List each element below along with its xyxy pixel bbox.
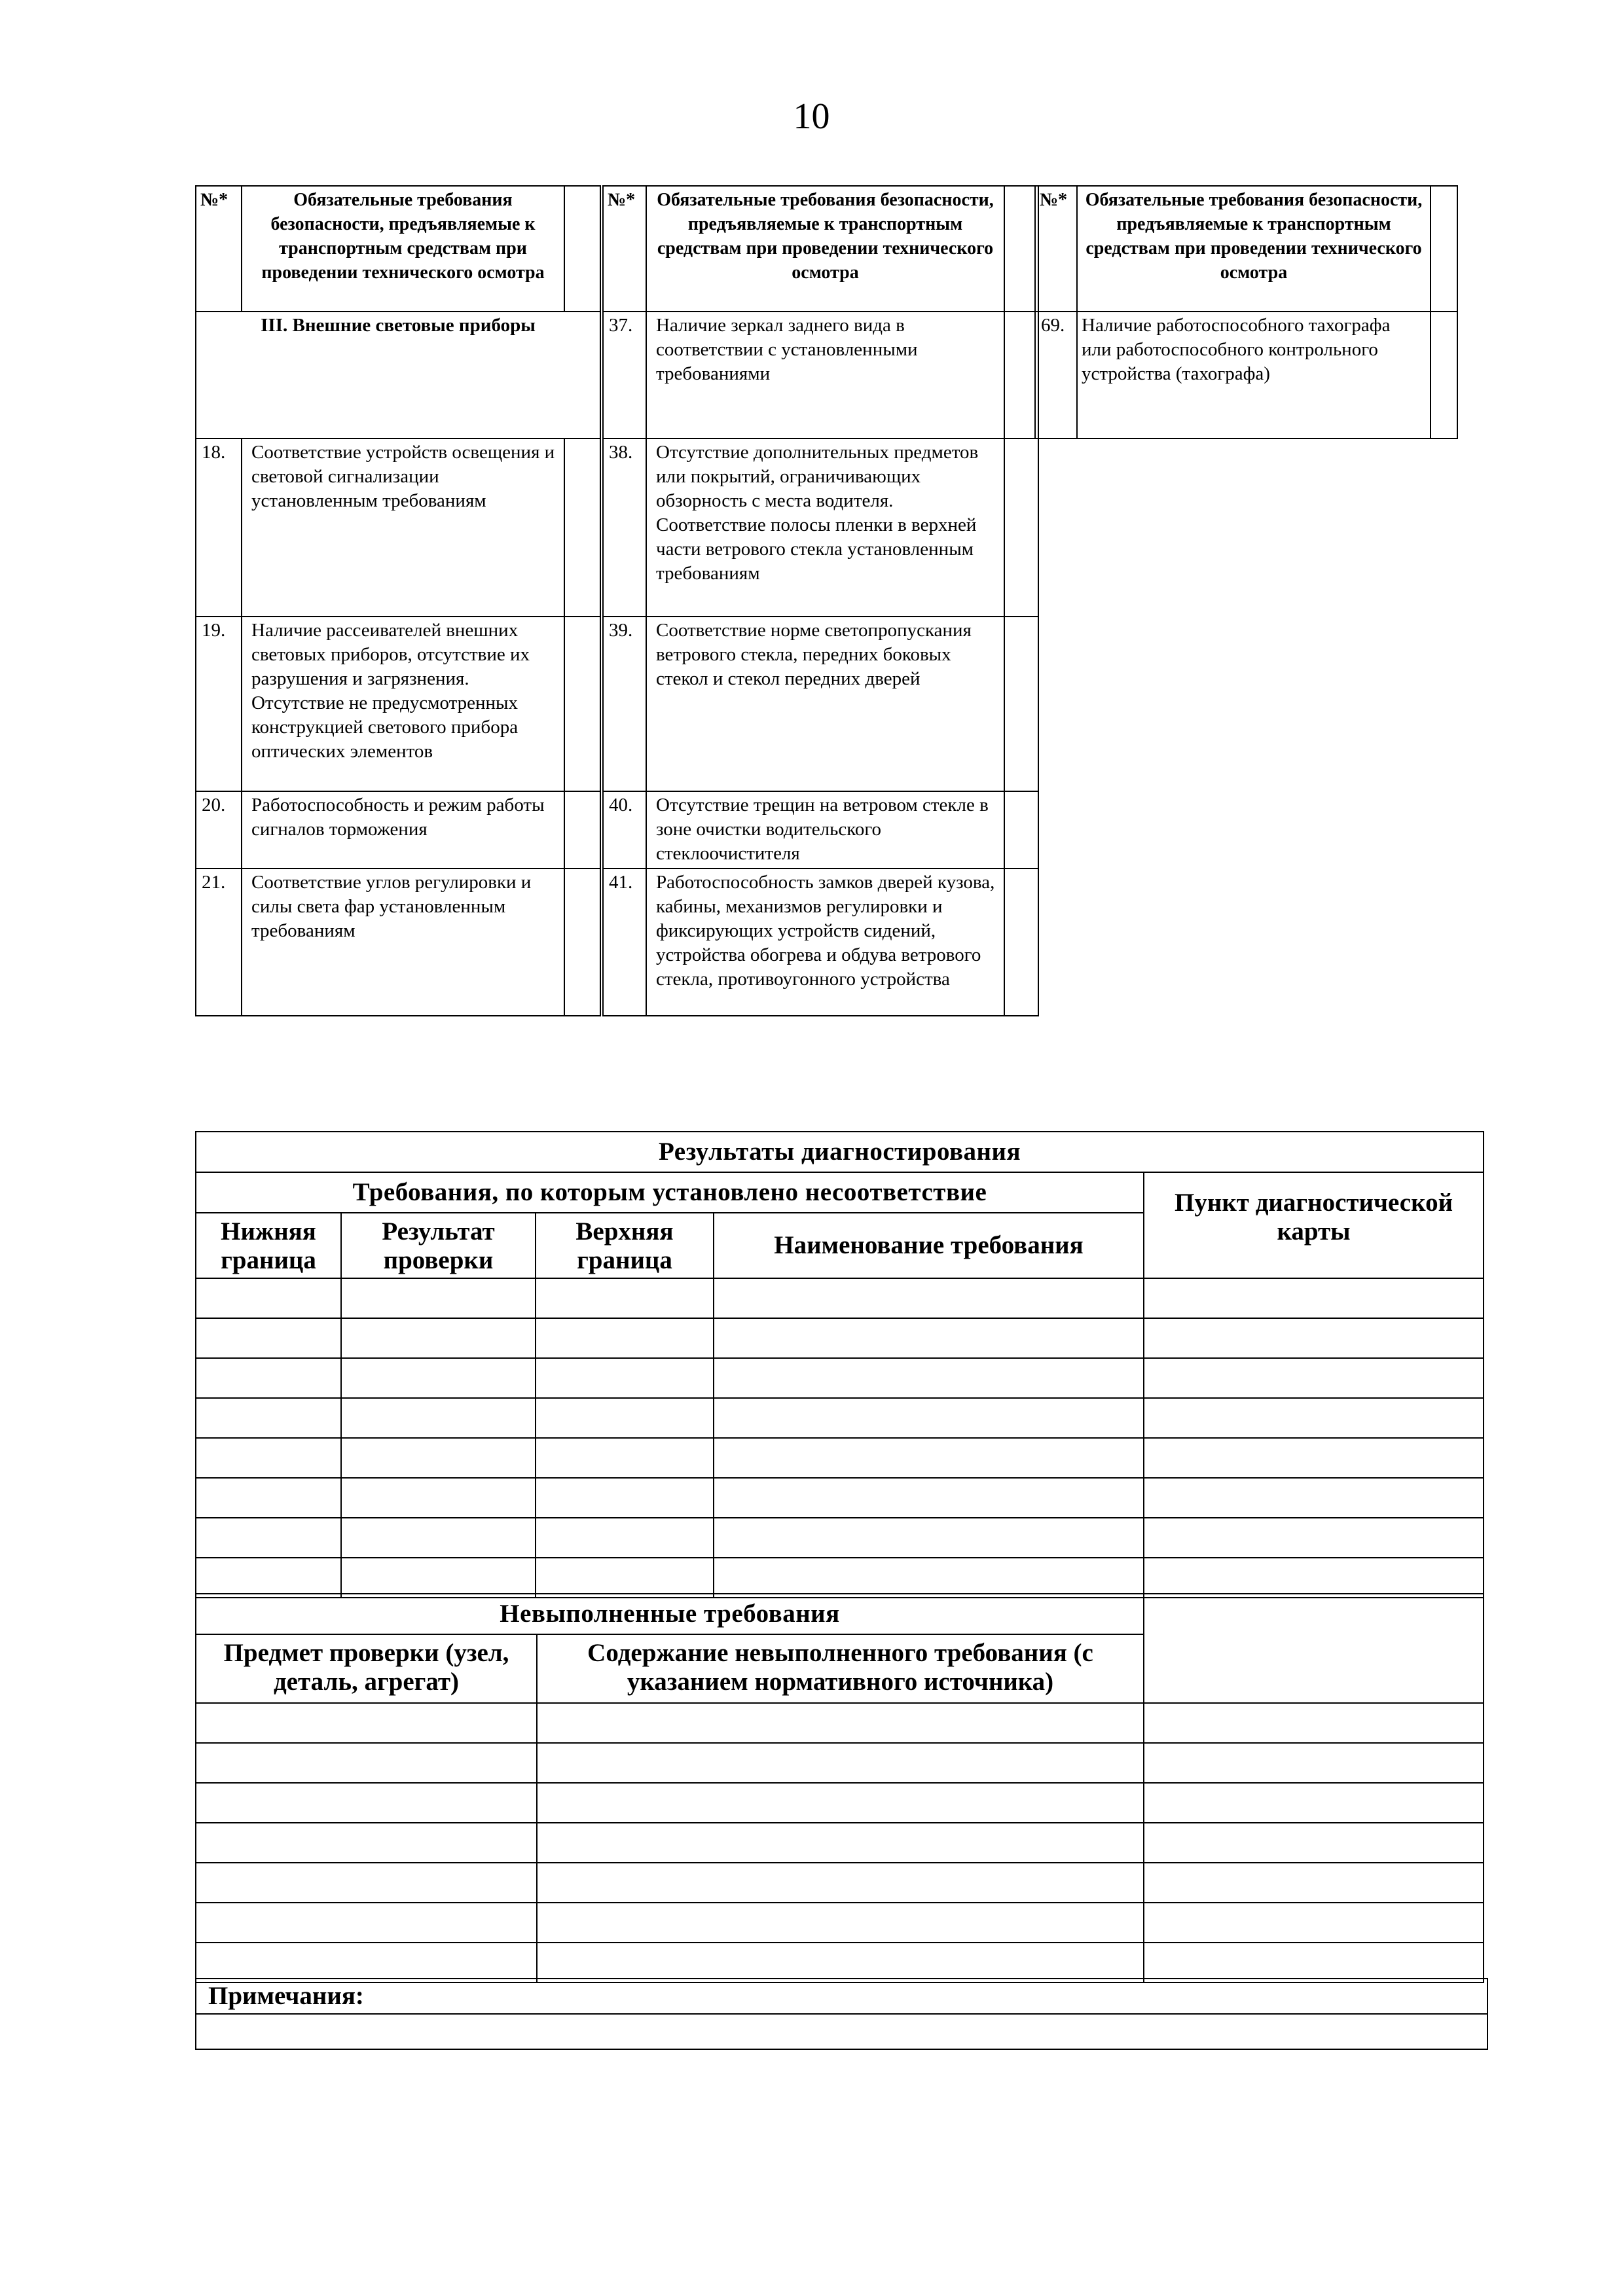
side-cell[interactable] xyxy=(1144,1943,1484,1982)
diagnostic-point-cell[interactable] xyxy=(1144,1558,1484,1598)
inspection-subject-cell[interactable] xyxy=(196,1903,537,1943)
lower-bound-header: Нижняя граница xyxy=(196,1213,341,1278)
requirement-text: Наличие работоспособного тахографа или работоспособного контрольного устройства (тахографа) xyxy=(1077,312,1431,439)
lower-bound-cell[interactable] xyxy=(196,1318,341,1358)
row-number: 38. xyxy=(603,439,646,617)
lower-bound-cell[interactable] xyxy=(196,1518,341,1558)
unfulfilled-content-cell[interactable] xyxy=(537,1863,1144,1903)
mark-cell[interactable] xyxy=(1004,617,1038,791)
requirement-text: Наличие зеркал заднего вида в соответствии с установленными требованиями xyxy=(646,312,1004,439)
upper-bound-cell[interactable] xyxy=(536,1438,714,1478)
notes-table xyxy=(195,1978,1488,2050)
number-column-header: №* xyxy=(196,186,242,312)
row-number: 18. xyxy=(196,439,242,617)
requirements-column-header: Обязательные требования безопасности, предъявляемые к транспортным средствам при проведении технического осмотра xyxy=(646,186,1004,312)
table-row xyxy=(196,1943,1484,1982)
unfulfilled-content-cell[interactable] xyxy=(537,1903,1144,1943)
upper-bound-cell[interactable] xyxy=(536,1398,714,1438)
checklist-table-3 xyxy=(1034,185,1458,439)
requirement-text: Отсутствие дополнительных предметов или покрытий, ограничивающих обзорность с места водителя. Соответствие полосы пленки в верхней части ветрового стекла установленным требованиям xyxy=(646,439,1004,617)
row-number: 19. xyxy=(196,617,242,791)
inspection-subject-cell[interactable] xyxy=(196,1783,537,1823)
lower-bound-cell[interactable] xyxy=(196,1278,341,1318)
inspection-subject-cell[interactable] xyxy=(196,1863,537,1903)
unfulfilled-content-cell[interactable] xyxy=(537,1743,1144,1783)
upper-bound-cell[interactable] xyxy=(536,1518,714,1558)
requirement-name-cell[interactable] xyxy=(714,1438,1144,1478)
mark-cell[interactable] xyxy=(564,791,600,869)
side-cell[interactable] xyxy=(1144,1863,1484,1903)
check-result-cell[interactable] xyxy=(341,1278,536,1318)
unfulfilled-content-cell[interactable] xyxy=(537,1703,1144,1743)
inspection-subject-cell[interactable] xyxy=(196,1943,537,1982)
requirement-name-cell[interactable] xyxy=(714,1318,1144,1358)
requirement-name-cell[interactable] xyxy=(714,1478,1144,1518)
mark-cell[interactable] xyxy=(1004,869,1038,1016)
upper-bound-header: Верхняя граница xyxy=(536,1213,714,1278)
checklist-table-2 xyxy=(602,185,1039,1016)
lower-bound-cell[interactable] xyxy=(196,1478,341,1518)
check-result-cell[interactable] xyxy=(341,1478,536,1518)
check-result-cell[interactable] xyxy=(341,1358,536,1398)
side-cell[interactable] xyxy=(1144,1743,1484,1783)
nonconformity-header: Требования, по которым установлено несоответствие xyxy=(196,1172,1144,1213)
unfulfilled-requirements-table xyxy=(195,1593,1484,1983)
inspection-subject-header: Предмет проверки (узел, деталь, агрегат) xyxy=(196,1634,537,1703)
row-number: 40. xyxy=(603,791,646,869)
row-number: 21. xyxy=(196,869,242,1016)
lower-bound-cell[interactable] xyxy=(196,1558,341,1598)
requirements-column-header: Обязательные требования безопасности, предъявляемые к транспортным средствам при проведении технического осмотра xyxy=(1077,186,1431,312)
table-row xyxy=(196,1903,1484,1943)
section-title: III. Внешние световые приборы xyxy=(196,312,600,439)
upper-bound-cell[interactable] xyxy=(536,1558,714,1598)
table-row xyxy=(196,1478,1484,1518)
number-column-header: №* xyxy=(603,186,646,312)
unfulfilled-content-cell[interactable] xyxy=(537,1943,1144,1982)
table-row xyxy=(196,1518,1484,1558)
lower-bound-cell[interactable] xyxy=(196,1398,341,1438)
unfulfilled-content-header: Содержание невыполненного требования (с указанием нормативного источника) xyxy=(537,1634,1144,1703)
requirement-text: Соответствие устройств освещения и световой сигнализации установленным требованиям xyxy=(242,439,564,617)
diagnostic-point-cell[interactable] xyxy=(1144,1358,1484,1398)
lower-bound-cell[interactable] xyxy=(196,1438,341,1478)
diagnostic-point-cell[interactable] xyxy=(1144,1318,1484,1358)
requirement-name-cell[interactable] xyxy=(714,1558,1144,1598)
table-row xyxy=(196,1278,1484,1318)
inspection-subject-cell[interactable] xyxy=(196,1703,537,1743)
table-row xyxy=(196,1318,1484,1358)
requirement-text: Работоспособность замков дверей кузова, кабины, механизмов регулировки и фиксирующих устройств сидений, устройства обогрева и обдува ветрового стекла, противоугонного устройства xyxy=(646,869,1004,1016)
row-number: 37. xyxy=(603,312,646,439)
table-row xyxy=(196,1438,1484,1478)
requirement-text: Работоспособность и режим работы сигналов торможения xyxy=(242,791,564,869)
table-row xyxy=(196,1358,1484,1398)
unfulfilled-content-cell[interactable] xyxy=(537,1783,1144,1823)
notes-field[interactable] xyxy=(196,2014,1487,2049)
requirement-text: Соответствие норме светопропускания ветрового стекла, передних боковых стекол и стекол передних дверей xyxy=(646,617,1004,791)
table-row xyxy=(196,1863,1484,1903)
table-row xyxy=(196,1783,1484,1823)
number-column-header: №* xyxy=(1035,186,1077,312)
table-row xyxy=(196,1703,1484,1743)
side-cell[interactable] xyxy=(1144,1903,1484,1943)
requirement-name-header: Наименование требования xyxy=(714,1213,1144,1278)
upper-bound-cell[interactable] xyxy=(536,1278,714,1318)
diagnostic-point-cell[interactable] xyxy=(1144,1518,1484,1558)
requirement-name-cell[interactable] xyxy=(714,1358,1144,1398)
diagnostic-point-cell[interactable] xyxy=(1144,1278,1484,1318)
inspection-subject-cell[interactable] xyxy=(196,1823,537,1863)
table-row xyxy=(196,1558,1484,1598)
mark-cell[interactable] xyxy=(564,869,600,1016)
page-number: 10 xyxy=(793,96,830,137)
requirement-text: Отсутствие трещин на ветровом стекле в зоне очистки водительского стеклоочистителя xyxy=(646,791,1004,869)
side-cell[interactable] xyxy=(1144,1783,1484,1823)
inspection-subject-cell[interactable] xyxy=(196,1743,537,1783)
notes-label: Примечания: xyxy=(196,1979,1487,2014)
table-row xyxy=(196,1823,1484,1863)
diagnostic-point-cell[interactable] xyxy=(1144,1438,1484,1478)
unfulfilled-content-cell[interactable] xyxy=(537,1823,1144,1863)
table-row xyxy=(196,1743,1484,1783)
check-result-cell[interactable] xyxy=(341,1558,536,1598)
unfulfilled-header: Невыполненные требования xyxy=(196,1594,1144,1634)
diagnostic-point-cell[interactable] xyxy=(1144,1478,1484,1518)
mark-cell[interactable] xyxy=(564,617,600,791)
requirements-column-header: Обязательные требования безопасности, предъявляемые к транспортным средствам при проведении технического осмотра xyxy=(242,186,564,312)
checklist-table-1 xyxy=(195,185,601,1016)
row-number: 20. xyxy=(196,791,242,869)
mark-cell[interactable] xyxy=(1004,791,1038,869)
side-cell[interactable] xyxy=(1144,1703,1484,1743)
check-result-cell[interactable] xyxy=(341,1518,536,1558)
requirement-text: Наличие рассеивателей внешних световых приборов, отсутствие их разрушения и загрязнения. Отсутствие не предусмотренных конструкцией светового прибора оптических элементов xyxy=(242,617,564,791)
results-title: Результаты диагностирования xyxy=(196,1132,1484,1172)
mark-cell[interactable] xyxy=(564,439,600,617)
row-number: 69. xyxy=(1035,312,1077,439)
mark-column-header xyxy=(1431,186,1457,312)
table-row xyxy=(196,1398,1484,1438)
requirement-name-cell[interactable] xyxy=(714,1278,1144,1318)
diagnostic-results-table xyxy=(195,1131,1484,1598)
lower-bound-cell[interactable] xyxy=(196,1358,341,1398)
row-number: 39. xyxy=(603,617,646,791)
mark-cell[interactable] xyxy=(1004,312,1038,439)
upper-bound-cell[interactable] xyxy=(536,1478,714,1518)
check-result-cell[interactable] xyxy=(341,1438,536,1478)
mark-column-header xyxy=(564,186,600,312)
unfulfilled-side-cell xyxy=(1144,1594,1484,1703)
mark-column-header xyxy=(1004,186,1038,312)
side-cell[interactable] xyxy=(1144,1823,1484,1863)
check-result-cell[interactable] xyxy=(341,1318,536,1358)
upper-bound-cell[interactable] xyxy=(536,1358,714,1398)
diagnostic-point-cell[interactable] xyxy=(1144,1398,1484,1438)
diagnostic-point-header: Пункт диагностической карты xyxy=(1144,1172,1484,1278)
upper-bound-cell[interactable] xyxy=(536,1318,714,1358)
mark-cell[interactable] xyxy=(1004,439,1038,617)
requirement-name-cell[interactable] xyxy=(714,1518,1144,1558)
requirement-text: Соответствие углов регулировки и силы света фар установленным требованиям xyxy=(242,869,564,1016)
row-number: 41. xyxy=(603,869,646,1016)
mark-cell[interactable] xyxy=(1431,312,1457,439)
check-result-header: Результат проверки xyxy=(341,1213,536,1278)
check-result-cell[interactable] xyxy=(341,1398,536,1438)
requirement-name-cell[interactable] xyxy=(714,1398,1144,1438)
